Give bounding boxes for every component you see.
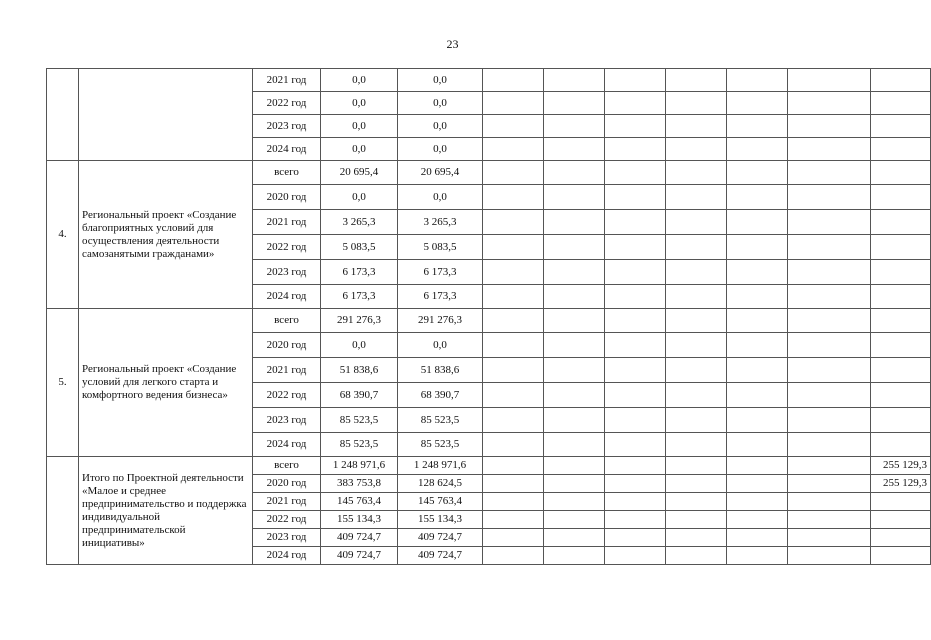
empty-cell (727, 383, 788, 408)
empty-cell (605, 547, 666, 565)
empty-cell (788, 235, 871, 260)
year-cell: 2022 год (253, 92, 321, 115)
total-cell: 0,0 (321, 185, 398, 210)
total-cell: 409 724,7 (321, 547, 398, 565)
empty-cell (788, 433, 871, 457)
total-cell: 291 276,3 (321, 309, 398, 333)
budget-cell: 3 265,3 (398, 210, 483, 235)
empty-cell (666, 475, 727, 493)
extra-budget-cell (871, 333, 931, 358)
empty-cell (605, 493, 666, 511)
extra-budget-cell (871, 433, 931, 457)
project-name-cell: Итого по Проектной деятельности «Малое и среднее предпринимательство и поддержка индивидуальной предпринимательской инициативы» (79, 457, 253, 565)
empty-cell (605, 260, 666, 285)
project-name-cell: Региональный проект «Создание благоприятных условий для осуществления деятельности самозанятыми гражданами» (79, 161, 253, 309)
extra-budget-cell (871, 511, 931, 529)
total-cell: 383 753,8 (321, 475, 398, 493)
empty-cell (605, 115, 666, 138)
row-number-cell: 5. (47, 309, 79, 457)
extra-budget-cell (871, 309, 931, 333)
budget-cell: 0,0 (398, 69, 483, 92)
empty-cell (483, 529, 544, 547)
empty-cell (666, 309, 727, 333)
empty-cell (544, 383, 605, 408)
empty-cell (788, 210, 871, 235)
empty-cell (727, 92, 788, 115)
year-cell: всего (253, 161, 321, 185)
empty-cell (666, 493, 727, 511)
empty-cell (544, 309, 605, 333)
empty-cell (788, 309, 871, 333)
year-cell: 2021 год (253, 358, 321, 383)
table-row (47, 69, 931, 92)
total-cell: 155 134,3 (321, 511, 398, 529)
budget-cell: 0,0 (398, 138, 483, 161)
total-cell: 85 523,5 (321, 433, 398, 457)
empty-cell (666, 92, 727, 115)
empty-cell (544, 260, 605, 285)
total-cell: 3 265,3 (321, 210, 398, 235)
empty-cell (483, 235, 544, 260)
empty-cell (544, 457, 605, 475)
empty-cell (544, 69, 605, 92)
page-number: 23 (446, 37, 459, 51)
year-cell: 2023 год (253, 408, 321, 433)
table-row (47, 309, 931, 333)
empty-cell (727, 285, 788, 309)
empty-cell (666, 511, 727, 529)
empty-cell (605, 433, 666, 457)
total-cell: 68 390,7 (321, 383, 398, 408)
empty-cell (666, 69, 727, 92)
extra-budget-cell (871, 358, 931, 383)
empty-cell (727, 408, 788, 433)
empty-cell (483, 309, 544, 333)
year-cell: 2024 год (253, 547, 321, 565)
empty-cell (605, 457, 666, 475)
budget-cell: 6 173,3 (398, 285, 483, 309)
extra-budget-cell (871, 547, 931, 565)
budget-table (46, 68, 931, 565)
empty-cell (788, 408, 871, 433)
project-name-cell (79, 69, 253, 161)
budget-cell: 85 523,5 (398, 433, 483, 457)
empty-cell (788, 493, 871, 511)
total-cell: 51 838,6 (321, 358, 398, 383)
year-cell: всего (253, 309, 321, 333)
empty-cell (483, 408, 544, 433)
empty-cell (605, 358, 666, 383)
extra-budget-cell (871, 69, 931, 92)
empty-cell (483, 475, 544, 493)
budget-cell: 0,0 (398, 115, 483, 138)
empty-cell (788, 358, 871, 383)
total-cell: 0,0 (321, 115, 398, 138)
empty-cell (605, 161, 666, 185)
extra-budget-cell (871, 493, 931, 511)
empty-cell (788, 333, 871, 358)
empty-cell (666, 547, 727, 565)
empty-cell (788, 185, 871, 210)
empty-cell (788, 529, 871, 547)
budget-cell: 155 134,3 (398, 511, 483, 529)
budget-cell: 68 390,7 (398, 383, 483, 408)
year-cell: 2021 год (253, 69, 321, 92)
budget-cell: 51 838,6 (398, 358, 483, 383)
empty-cell (544, 475, 605, 493)
budget-cell: 20 695,4 (398, 161, 483, 185)
budget-cell: 85 523,5 (398, 408, 483, 433)
year-cell: 2023 год (253, 115, 321, 138)
empty-cell (605, 333, 666, 358)
extra-budget-cell (871, 529, 931, 547)
empty-cell (666, 115, 727, 138)
empty-cell (544, 285, 605, 309)
empty-cell (544, 529, 605, 547)
empty-cell (727, 115, 788, 138)
empty-cell (483, 260, 544, 285)
total-cell: 0,0 (321, 69, 398, 92)
extra-budget-cell (871, 285, 931, 309)
empty-cell (788, 457, 871, 475)
empty-cell (483, 547, 544, 565)
empty-cell (727, 433, 788, 457)
empty-cell (605, 309, 666, 333)
empty-cell (483, 457, 544, 475)
year-cell: 2020 год (253, 333, 321, 358)
empty-cell (727, 235, 788, 260)
table-row (47, 161, 931, 185)
empty-cell (666, 383, 727, 408)
empty-cell (666, 529, 727, 547)
empty-cell (666, 210, 727, 235)
year-cell: 2024 год (253, 433, 321, 457)
row-number-cell (47, 69, 79, 161)
extra-budget-cell (871, 185, 931, 210)
empty-cell (727, 457, 788, 475)
extra-budget-cell (871, 92, 931, 115)
extra-budget-cell (871, 210, 931, 235)
year-cell: 2021 год (253, 210, 321, 235)
extra-budget-cell: 255 129,3 (871, 457, 931, 475)
empty-cell (544, 92, 605, 115)
empty-cell (605, 185, 666, 210)
row-number-cell (47, 457, 79, 565)
empty-cell (544, 547, 605, 565)
empty-cell (666, 433, 727, 457)
extra-budget-cell: 255 129,3 (871, 475, 931, 493)
extra-budget-cell (871, 260, 931, 285)
year-cell: 2022 год (253, 235, 321, 260)
empty-cell (727, 475, 788, 493)
empty-cell (727, 511, 788, 529)
empty-cell (727, 185, 788, 210)
empty-cell (483, 493, 544, 511)
empty-cell (483, 383, 544, 408)
budget-cell: 0,0 (398, 92, 483, 115)
empty-cell (544, 333, 605, 358)
budget-cell: 1 248 971,6 (398, 457, 483, 475)
extra-budget-cell (871, 408, 931, 433)
table-row (47, 457, 931, 475)
empty-cell (666, 235, 727, 260)
empty-cell (666, 285, 727, 309)
empty-cell (727, 309, 788, 333)
empty-cell (666, 358, 727, 383)
empty-cell (788, 547, 871, 565)
empty-cell (483, 161, 544, 185)
empty-cell (544, 138, 605, 161)
total-cell: 0,0 (321, 333, 398, 358)
empty-cell (788, 115, 871, 138)
year-cell: 2024 год (253, 285, 321, 309)
total-cell: 20 695,4 (321, 161, 398, 185)
empty-cell (788, 285, 871, 309)
extra-budget-cell (871, 138, 931, 161)
empty-cell (727, 529, 788, 547)
extra-budget-cell (871, 161, 931, 185)
empty-cell (666, 138, 727, 161)
budget-cell: 128 624,5 (398, 475, 483, 493)
budget-cell: 145 763,4 (398, 493, 483, 511)
empty-cell (483, 92, 544, 115)
total-cell: 0,0 (321, 138, 398, 161)
empty-cell (788, 69, 871, 92)
empty-cell (788, 161, 871, 185)
extra-budget-cell (871, 115, 931, 138)
empty-cell (727, 161, 788, 185)
year-cell: 2020 год (253, 185, 321, 210)
empty-cell (544, 185, 605, 210)
empty-cell (605, 475, 666, 493)
empty-cell (544, 235, 605, 260)
budget-cell: 291 276,3 (398, 309, 483, 333)
empty-cell (483, 358, 544, 383)
total-cell: 6 173,3 (321, 285, 398, 309)
empty-cell (727, 358, 788, 383)
budget-cell: 409 724,7 (398, 547, 483, 565)
empty-cell (666, 408, 727, 433)
total-cell: 145 763,4 (321, 493, 398, 511)
year-cell: 2022 год (253, 511, 321, 529)
empty-cell (483, 511, 544, 529)
year-cell: 2023 год (253, 529, 321, 547)
empty-cell (544, 358, 605, 383)
empty-cell (605, 210, 666, 235)
project-name-cell: Региональный проект «Создание условий для легкого старта и комфортного ведения бизнеса» (79, 309, 253, 457)
year-cell: 2021 год (253, 493, 321, 511)
empty-cell (483, 69, 544, 92)
total-cell: 1 248 971,6 (321, 457, 398, 475)
empty-cell (605, 529, 666, 547)
empty-cell (483, 210, 544, 235)
total-cell: 85 523,5 (321, 408, 398, 433)
empty-cell (483, 285, 544, 309)
budget-cell: 0,0 (398, 185, 483, 210)
empty-cell (605, 138, 666, 161)
extra-budget-cell (871, 383, 931, 408)
empty-cell (544, 493, 605, 511)
empty-cell (483, 333, 544, 358)
empty-cell (666, 161, 727, 185)
total-cell: 5 083,5 (321, 235, 398, 260)
empty-cell (788, 475, 871, 493)
total-cell: 409 724,7 (321, 529, 398, 547)
year-cell: 2020 год (253, 475, 321, 493)
empty-cell (544, 115, 605, 138)
empty-cell (788, 138, 871, 161)
empty-cell (483, 115, 544, 138)
empty-cell (483, 185, 544, 210)
empty-cell (727, 333, 788, 358)
empty-cell (727, 138, 788, 161)
empty-cell (727, 69, 788, 92)
empty-cell (544, 511, 605, 529)
empty-cell (483, 433, 544, 457)
year-cell: 2024 год (253, 138, 321, 161)
empty-cell (666, 457, 727, 475)
empty-cell (788, 92, 871, 115)
row-number-cell: 4. (47, 161, 79, 309)
empty-cell (544, 408, 605, 433)
empty-cell (788, 511, 871, 529)
empty-cell (605, 69, 666, 92)
empty-cell (666, 333, 727, 358)
extra-budget-cell (871, 235, 931, 260)
empty-cell (666, 260, 727, 285)
empty-cell (788, 383, 871, 408)
total-cell: 0,0 (321, 92, 398, 115)
budget-cell: 409 724,7 (398, 529, 483, 547)
year-cell: всего (253, 457, 321, 475)
empty-cell (605, 408, 666, 433)
empty-cell (544, 210, 605, 235)
empty-cell (544, 161, 605, 185)
empty-cell (727, 547, 788, 565)
empty-cell (605, 92, 666, 115)
budget-cell: 5 083,5 (398, 235, 483, 260)
total-cell: 6 173,3 (321, 260, 398, 285)
empty-cell (605, 235, 666, 260)
year-cell: 2022 год (253, 383, 321, 408)
budget-cell: 6 173,3 (398, 260, 483, 285)
empty-cell (788, 260, 871, 285)
empty-cell (727, 260, 788, 285)
empty-cell (483, 138, 544, 161)
empty-cell (727, 493, 788, 511)
budget-cell: 0,0 (398, 333, 483, 358)
year-cell: 2023 год (253, 260, 321, 285)
empty-cell (544, 433, 605, 457)
empty-cell (605, 383, 666, 408)
empty-cell (666, 185, 727, 210)
empty-cell (727, 210, 788, 235)
empty-cell (605, 511, 666, 529)
empty-cell (605, 285, 666, 309)
